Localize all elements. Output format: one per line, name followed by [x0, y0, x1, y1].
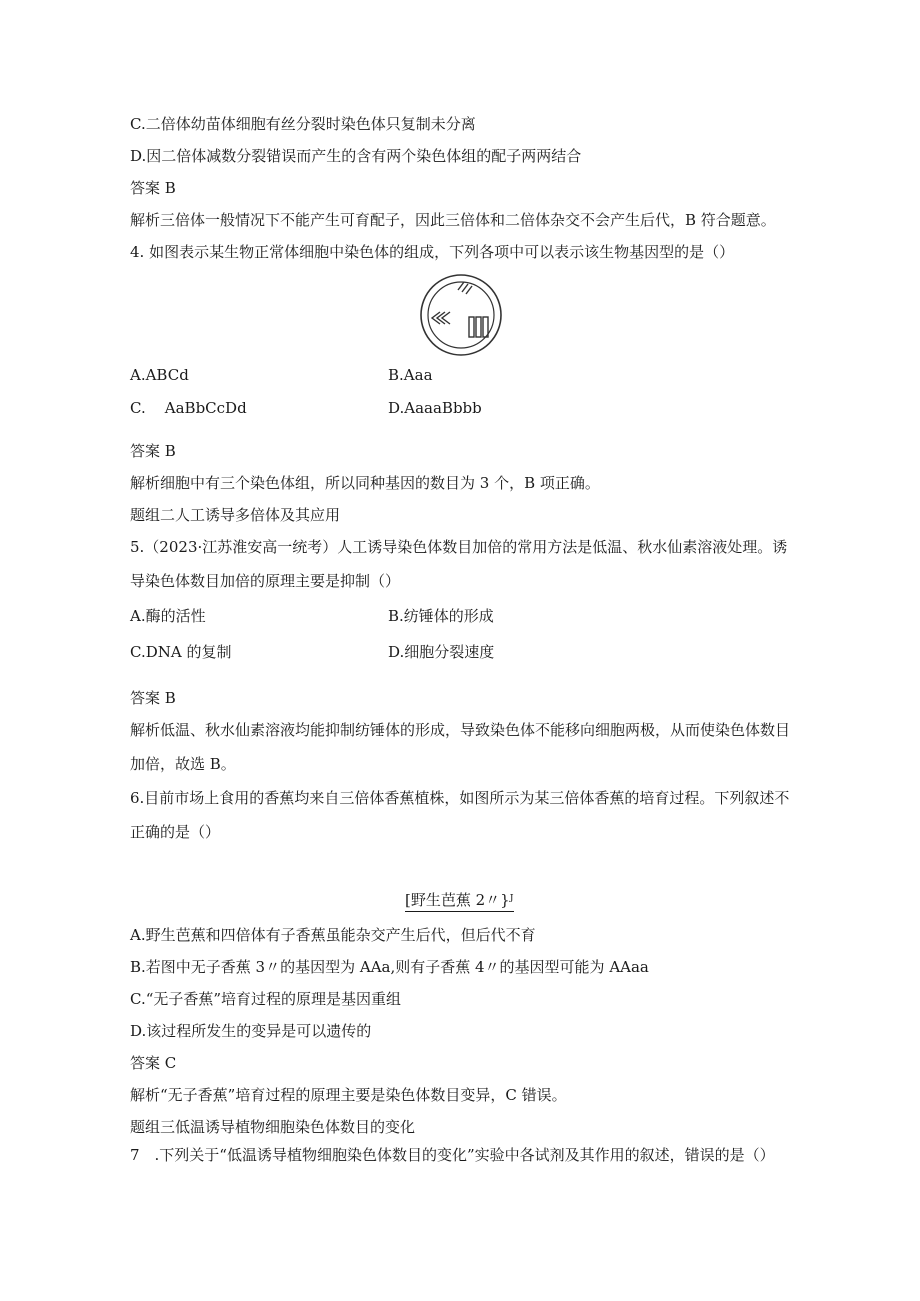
q3-option-d: D.因二倍体减数分裂错误而产生的含有两个染色体组的配子两两结合	[130, 147, 582, 165]
q4-option-d: D.AaaaBbbb	[388, 399, 482, 417]
q4-answer: 答案 B	[130, 442, 176, 460]
q6-figure-caption: [野生芭蕉 2〃}ᴶ	[405, 890, 514, 912]
q6-answer: 答案 C	[130, 1054, 177, 1072]
q6-stem: 6.目前市场上食用的香蕉均来自三倍体香蕉植株，如图所示为某三倍体香蕉的培育过程。下列叙述不正确的是（）	[130, 789, 790, 841]
group3-title: 题组三低温诱导植物细胞染色体数目的变化	[130, 1118, 416, 1136]
q4-option-b: B.Aaa	[388, 366, 433, 384]
q5-option-b: B.纺锤体的形成	[388, 607, 494, 625]
q3-analysis: 解析三倍体一般情况下不能产生可育配子，因此三倍体和二倍体杂交不会产生后代，B 符合题意。	[130, 211, 776, 229]
group2-title: 题组二人工诱导多倍体及其应用	[130, 506, 341, 524]
q5-answer: 答案 B	[130, 689, 176, 707]
chromosome-cell-figure	[418, 272, 504, 358]
q6-option-d: D.该过程所发生的变异是可以遗传的	[130, 1022, 372, 1040]
q5-analysis: 解析低温、秋水仙素溶液均能抑制纺锤体的形成，导致染色体不能移向细胞两极，从而使染色体数目加倍，故选 B。	[130, 721, 791, 773]
q5-option-c: C.DNA 的复制	[130, 643, 232, 661]
q4-option-c: C. AaBbCcDd	[130, 399, 247, 417]
q5-stem: 5.（2023·江苏淮安高一统考）人工诱导染色体数目加倍的常用方法是低温、秋水仙素溶液处理。诱导染色体数目加倍的原理主要是抑制（）	[130, 538, 788, 590]
q5-option-a: A.酶的活性	[130, 607, 206, 625]
q6-analysis: 解析“无子香蕉”培育过程的原理主要是染色体数目变异，C 错误。	[130, 1086, 567, 1104]
q4-stem: 4. 如图表示某生物正常体细胞中染色体的组成，下列各项中可以表示该生物基因型的是（）	[130, 243, 735, 261]
q5-option-d: D.细胞分裂速度	[388, 643, 495, 661]
q3-answer: 答案 B	[130, 179, 176, 197]
q6-option-b: B.若图中无子香蕉 3〃的基因型为 AAa,则有子香蕉 4〃的基因型可能为 AAaa	[130, 958, 649, 976]
q6-option-c: C.“无子香蕉”培育过程的原理是基因重组	[130, 990, 402, 1008]
q4-option-a: A.ABCd	[130, 366, 189, 384]
q7-stem: 7 .下列关于“低温诱导植物细胞染色体数目的变化”实验中各试剂及其作用的叙述，错误的是（）	[130, 1146, 775, 1164]
q4-analysis: 解析细胞中有三个染色体组，所以同种基因的数目为 3 个，B 项正确。	[130, 474, 600, 492]
q3-option-c: C.二倍体幼苗体细胞有丝分裂时染色体只复制未分离	[130, 115, 476, 133]
q6-option-a: A.野生芭蕉和四倍体有子香蕉虽能杂交产生后代，但后代不育	[130, 926, 536, 944]
